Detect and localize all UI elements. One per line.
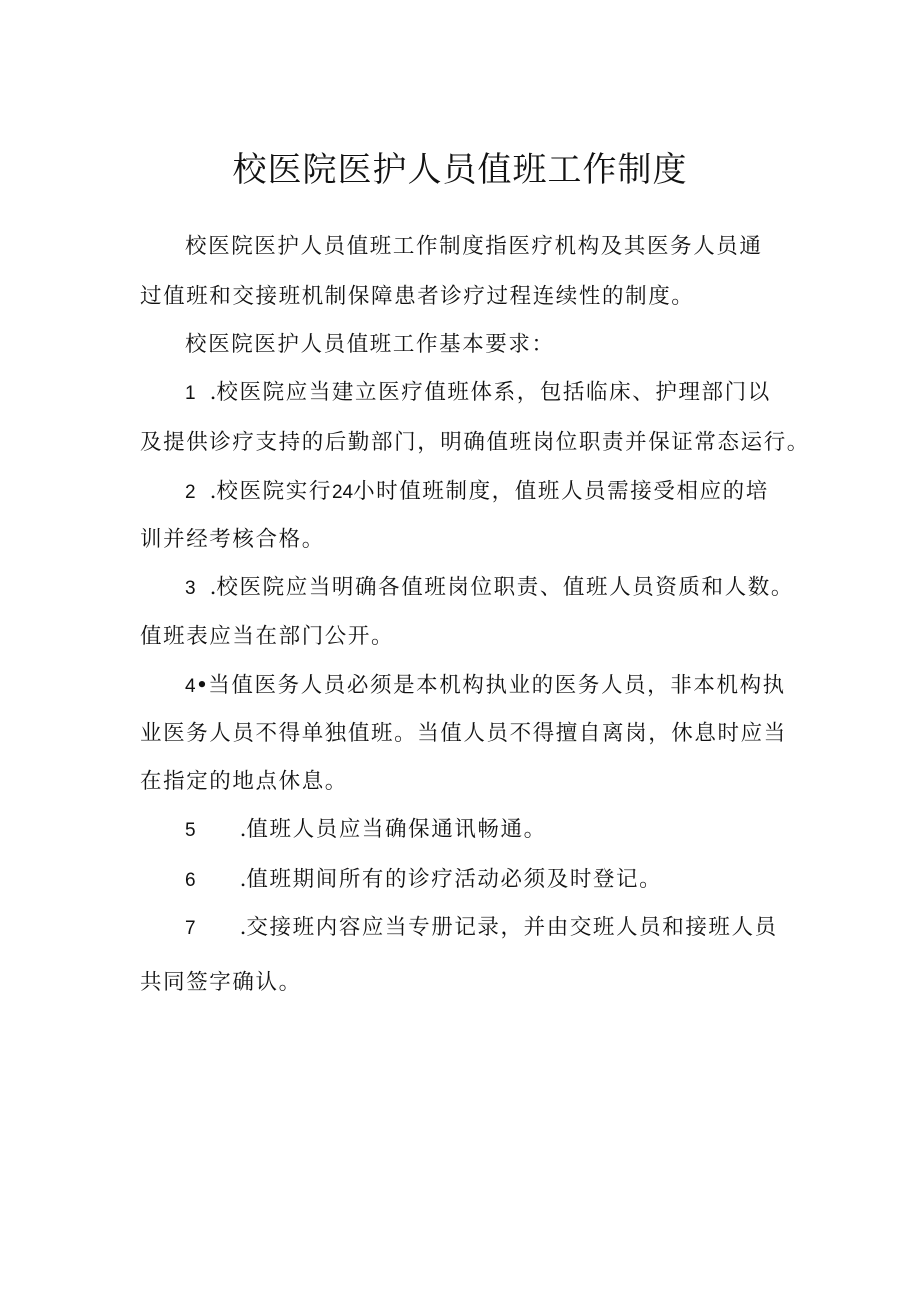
item-3-line-1 [185,573,794,604]
item-6-text: 值班期间所有的诊疗活动必须及时登记。 [246,867,663,892]
item-5-text: 值班人员应当确保通讯畅通。 [246,817,547,842]
item-7-text: 交接班内容应当专册记录，并由交班人员和接班人员 [246,915,778,940]
item-7-line-1 [185,913,778,944]
item-2-hours: 24 [331,482,354,503]
item-4-line-1 [185,671,786,702]
item-4-separator: • [195,673,209,698]
item-2-line-2: 训并经考核合格。 [140,527,325,552]
item-3-line-2: 值班表应当在部门公开。 [140,624,395,649]
item-2-line-1 [185,477,769,508]
item-4-number: 4 [185,676,196,697]
item-3-number: 3 [185,578,196,599]
item-4-line-2: 业医务人员不得单独值班。当值人员不得擅自离岗，休息时应当 [140,721,787,746]
item-2-separator: . [209,479,217,504]
item-4-text: 当值医务人员必须是本机构执业的医务人员，非本机构执 [208,673,786,698]
item-1-text: 校医院应当建立医疗值班体系，包括临床、护理部门以 [216,380,771,405]
item-3-text: 校医院应当明确各值班岗位职责、值班人员资质和人数。 [216,575,794,600]
item-7-number: 7 [185,918,196,939]
requirements-heading: 校医院医护人员值班工作基本要求： [185,332,555,357]
item-6-separator: . [239,867,247,892]
document-title: 校医院医护人员值班工作制度 [232,150,688,190]
item-6-number: 6 [185,870,196,891]
intro-paragraph-line-2: 过值班和交接班机制保障患者诊疗过程连续性的制度。 [140,284,695,309]
item-6-line-1 [185,865,662,896]
item-1-line-2: 及提供诊疗支持的后勤部门，明确值班岗位职责并保证常态运行。 [140,430,810,455]
item-3-separator: . [209,575,217,600]
item-5-number: 5 [185,820,196,841]
item-7-separator: . [239,915,247,940]
item-1-line-1 [185,378,771,409]
item-4-line-3: 在指定的地点休息。 [140,769,348,794]
item-5-separator: . [239,817,247,842]
item-7-line-2: 共同签字确认。 [140,970,302,995]
item-1-separator: . [209,380,217,405]
item-5-line-1 [185,815,547,846]
item-2-text-a: 校医院实行 [216,479,332,504]
item-2-text-b: 小时值班制度，值班人员需接受相应的培 [353,479,769,504]
intro-paragraph-line-1: 校医院医护人员值班工作制度指医疗机构及其医务人员通 [185,234,763,259]
item-2-number: 2 [185,482,196,503]
item-1-number: 1 [185,383,196,404]
